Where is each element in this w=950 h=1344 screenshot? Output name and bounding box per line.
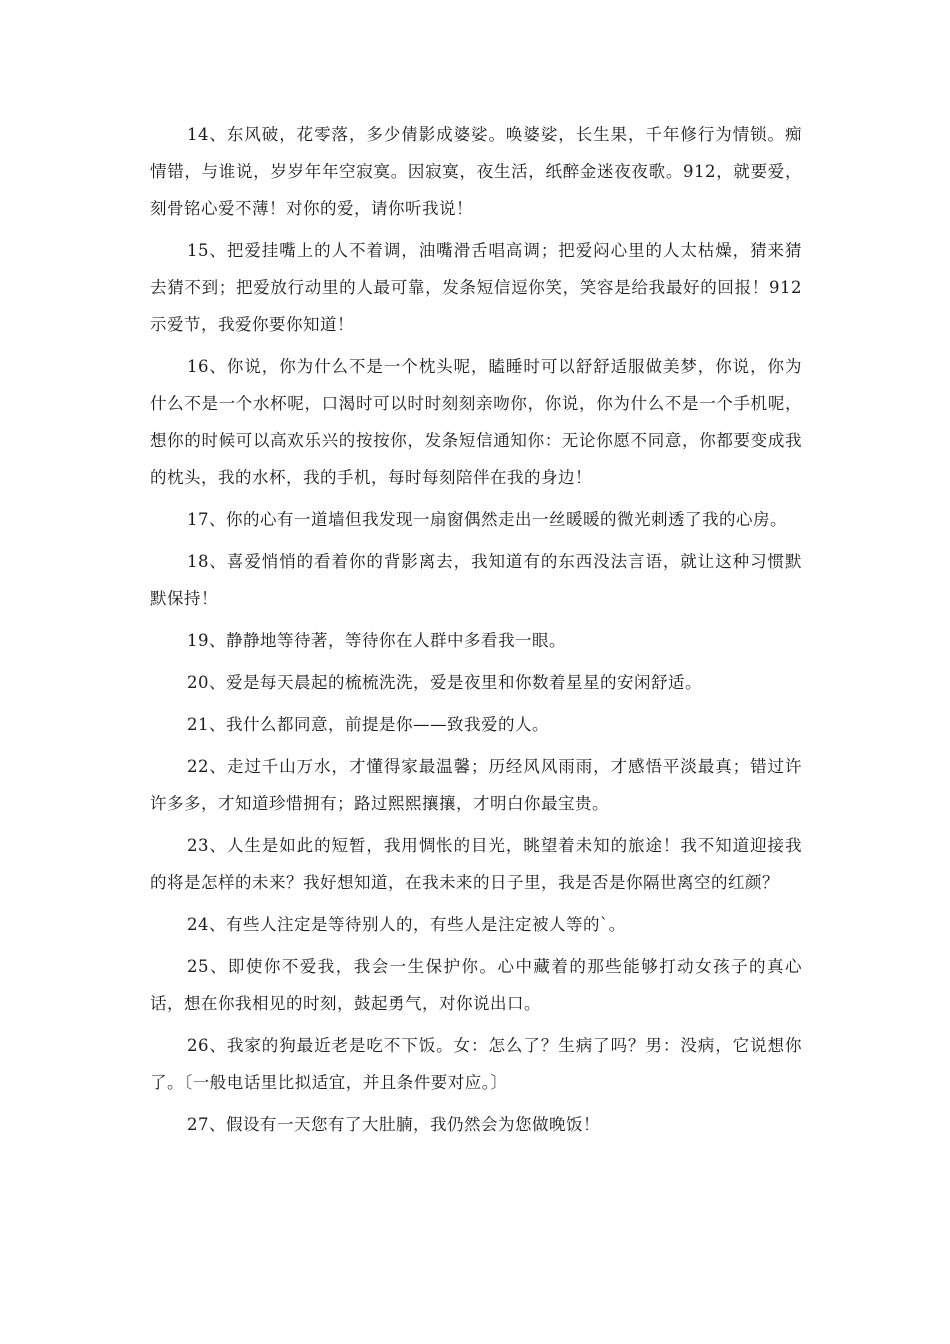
paragraph-25: 25、即使你不爱我，我会一生保护你。心中藏着的那些能够打动女孩子的真心话，想在你我相见的时刻，鼓起勇气，对你说出口。 [150, 957, 802, 1013]
paragraph-15: 15、把爱挂嘴上的人不着调，油嘴滑舌唱高调；把爱闷心里的人太枯燥，猜来猜去猜不到；把爱放行动里的人最可靠，发条短信逗你笑，笑容是给我最好的回报！912示爱节，我爱你要你知道！ [150, 241, 802, 334]
paragraph-24: 24、有些人注定是等待别人的，有些人是注定被人等的`。 [187, 915, 626, 934]
paragraph-14: 14、东风破，花零落，多少倩影成婆娑。唤婆娑，长生果，千年修行为情锁。痴情错，与谁说，岁岁年年空寂寞。因寂寞，夜生活，纸醉金迷夜夜歌。912，就要爱，刻骨铭心爱不薄！对你的爱，请你听我说！ [150, 125, 802, 218]
paragraph-20: 20、爱是每天晨起的梳梳洗洗，爱是夜里和你数着星星的安闲舒适。 [187, 673, 702, 692]
paragraph-19: 19、静静地等待著，等待你在人群中多看我一眼。 [187, 631, 566, 650]
paragraph-27: 27、假设有一天您有了大肚腩，我仍然会为您做晚饭！ [187, 1115, 600, 1134]
paragraph-17: 17、你的心有一道墙但我发现一扇窗偶然走出一丝暖暖的微光刺透了我的心房。 [187, 510, 787, 529]
paragraph-23: 23、人生是如此的短暂，我用惆怅的目光，眺望着未知的旅途！我不知道迎接我的将是怎样的未来？我好想知道，在我未来的日子里，我是否是你隔世离空的红颜？ [150, 836, 802, 892]
paragraph-18: 18、喜爱悄悄的看着你的背影离去，我知道有的东西没法言语，就让这种习惯默默保持！ [150, 552, 802, 608]
paragraph-21: 21、我什么都同意，前提是你——致我爱的人。 [187, 715, 549, 734]
document-page [150, 116, 802, 1148]
paragraph-26: 26、我家的狗最近老是吃不下饭。女：怎么了？生病了吗？男：没病，它说想你了。〔一般电话里比拟适宜，并且条件要对应。〕 [150, 1036, 802, 1092]
paragraph-16: 16、你说，你为什么不是一个枕头呢，瞌睡时可以舒舒适服做美梦，你说，你为什么不是一个水杯呢，口渴时可以时时刻刻亲吻你，你说，你为什么不是一个手机呢，想你的时候可以高欢乐兴的按按你，发条短信通知你：无论你愿不同意，你都要变成我的枕头，我的水杯，我的手机，每时每刻陪伴在我的身边！ [150, 357, 802, 487]
paragraph-22: 22、走过千山万水，才懂得家最温馨；历经风风雨雨，才感悟平淡最真；错过许许多多，才知道珍惜拥有；路过熙熙攘攘，才明白你最宝贵。 [150, 757, 802, 813]
